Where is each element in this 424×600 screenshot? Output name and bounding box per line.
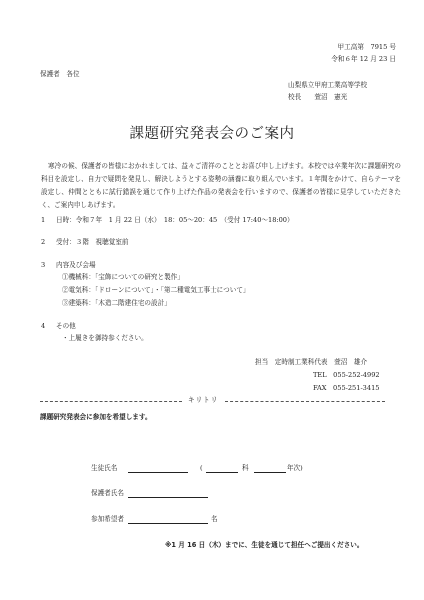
item-3-mechanical: ①機械科：「宝飾についての研究と製作」 — [62, 273, 184, 281]
document-number: 甲工高第 7915 号 — [337, 43, 396, 51]
item-3-architecture: ③建築科：「木造二階建住宅の設計」 — [62, 299, 171, 307]
addressee: 保護者 各位 — [40, 70, 80, 78]
department-label: 科 — [242, 464, 249, 472]
department-field[interactable] — [206, 472, 238, 473]
school-name: 山梨県立甲府工業高等学校 — [288, 81, 368, 89]
issue-date: 令和６年 12 月 23 日 — [331, 55, 396, 63]
submission-deadline: ※1 月 16 日（木）までに、生徒を通じて担任へご提出ください。 — [165, 541, 364, 549]
item-1-number: 1 — [41, 216, 46, 224]
cut-label: キリトリ — [188, 396, 219, 404]
contact-person: 担当 定時制工業科代表 萱沼 雄介 — [255, 358, 368, 366]
item-4-number: 4 — [41, 322, 46, 330]
open-paren: ( — [200, 464, 203, 472]
form-heading: 課題研究発表会に参加を希望します。 — [40, 413, 152, 421]
attendees-field[interactable] — [128, 523, 208, 524]
attendees-label: 参加希望者 — [91, 515, 124, 523]
guardian-name-field[interactable] — [128, 497, 208, 498]
guardian-name-label: 保護者氏名 — [91, 489, 124, 497]
item-1-datetime: 日時：令和７年 1 月 22 日（水） 18：05～20：45 （受付 17:40～18:00） — [56, 216, 294, 224]
item-3-heading: 内容及び会場 — [56, 261, 96, 269]
attendees-unit: 名 — [211, 515, 218, 523]
cut-line-right — [225, 401, 385, 402]
cut-line-left — [40, 401, 182, 402]
intro-paragraph-text: 寒冷の候、保護者の皆様におかれましては、益々ご清祥のこととお喜び申し上げます。本校では卒業年次に課題研究の科目を設定し、自力で疑問を発見し、解決しようとする姿勢の涵養に取り組んでいます。１年間をかけて、自らテーマを設定し、仲間とともに試行錯誤を通じて作り上げた作品の発表会を行いますので、保護者の皆様に見学していただきたく、ご案内申しあげます。 — [41, 162, 401, 209]
item-3-number: 3 — [41, 261, 46, 269]
item-3-electrical: ②電気科：「ドローンについて」・「第二種電気工事士について」 — [62, 286, 250, 294]
intro-paragraph — [41, 160, 401, 212]
student-name-label: 生徒氏名 — [91, 464, 118, 472]
page-title: 課題研究発表会のご案内 — [129, 126, 295, 142]
year-label: 年次) — [287, 464, 303, 472]
item-2-number: 2 — [41, 238, 46, 246]
item-4-slippers: ・上履きを御持参ください。 — [62, 334, 148, 342]
contact-fax: FAX 055-251-3415 — [313, 384, 380, 392]
principal-name: 校長 萱沼 憲光 — [288, 93, 348, 101]
item-4-heading: その他 — [56, 322, 76, 330]
contact-tel: TEL 055-252-4992 — [313, 371, 380, 379]
year-field[interactable] — [254, 472, 286, 473]
item-2-reception: 受付：３階 視聴覚室前 — [56, 238, 129, 246]
student-name-field[interactable] — [128, 472, 188, 473]
